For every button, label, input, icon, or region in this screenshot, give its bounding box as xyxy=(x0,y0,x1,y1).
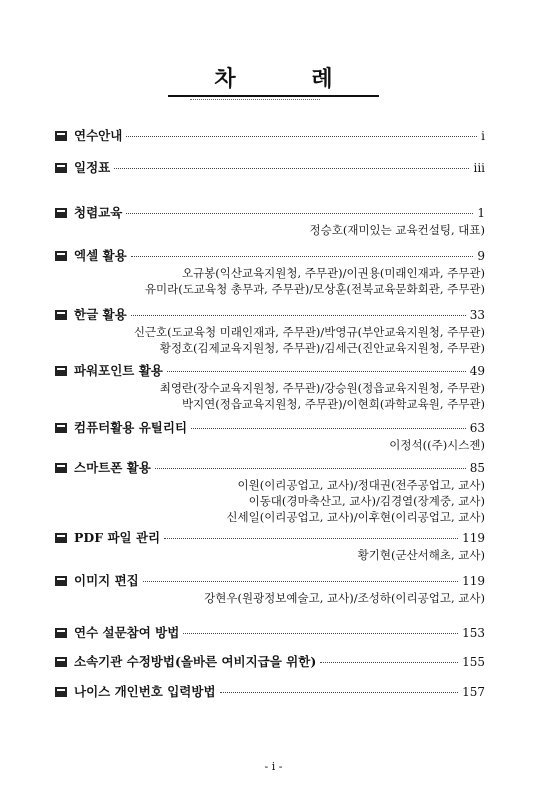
toc-entry-label: 청렴교육 xyxy=(74,205,123,220)
book-bullet-icon xyxy=(55,533,67,543)
author-line: 황기현(군산서해초, 교사) xyxy=(357,548,485,562)
toc-entry-row xyxy=(55,654,485,670)
toc-entry-page: 9 xyxy=(477,249,485,263)
toc-entry-authors xyxy=(55,380,485,412)
dot-leader xyxy=(126,213,473,214)
toc-entry-page: 119 xyxy=(462,531,485,545)
toc-entry-label: 스마트폰 활용 xyxy=(74,460,151,475)
book-bullet-icon xyxy=(55,366,67,376)
toc-entry-row xyxy=(55,684,485,700)
toc-entry-page: 85 xyxy=(469,461,485,475)
toc-entry-page: 157 xyxy=(462,685,485,699)
dot-leader xyxy=(320,662,458,663)
author-line: 이정석((주)시스젠) xyxy=(389,438,485,452)
dot-leader xyxy=(220,692,459,693)
toc-entry-page: 63 xyxy=(469,421,485,435)
toc-entry-label: 소속기관 수정방법(올바른 여비지급을 위한) xyxy=(74,654,317,669)
author-line: 이동대(경마축산고, 교사)/김경열(장계중, 교사) xyxy=(248,494,485,508)
dot-leader xyxy=(131,256,474,257)
toc-entry-row xyxy=(55,625,485,641)
title-underline-dotted xyxy=(190,99,320,100)
toc-entry-page: 119 xyxy=(462,574,485,588)
author-line: 신세일(이리공업고, 교사)/이후현(이리공업고, 교사) xyxy=(226,510,485,524)
book-bullet-icon xyxy=(55,463,67,473)
toc-entry-authors xyxy=(55,590,485,606)
book-bullet-icon xyxy=(55,657,67,667)
toc-entry-label: 엑셀 활용 xyxy=(74,248,127,263)
toc-entry[interactable] xyxy=(55,307,485,356)
toc-entry[interactable] xyxy=(55,625,485,641)
toc-entry-label: 일정표 xyxy=(74,160,111,175)
title-underline xyxy=(168,95,379,97)
book-bullet-icon xyxy=(55,163,67,173)
toc-entry-label: PDF 파일 관리 xyxy=(74,530,161,545)
toc-entry[interactable] xyxy=(55,248,485,297)
book-bullet-icon xyxy=(55,628,67,638)
toc-entry-label: 연수안내 xyxy=(74,128,123,143)
dot-leader xyxy=(131,315,466,316)
toc-entry[interactable] xyxy=(55,460,485,525)
toc-entry[interactable] xyxy=(55,205,485,238)
toc-entry[interactable] xyxy=(55,128,485,144)
dot-leader xyxy=(167,371,466,372)
toc-entry[interactable] xyxy=(55,420,485,453)
toc-entry-page: 153 xyxy=(462,626,485,640)
toc-entry-row xyxy=(55,530,485,546)
toc-entry-authors xyxy=(55,265,485,297)
toc-entry[interactable] xyxy=(55,530,485,563)
toc-entry-authors xyxy=(55,437,485,453)
book-bullet-icon xyxy=(55,687,67,697)
book-bullet-icon xyxy=(55,131,67,141)
toc-entry-authors xyxy=(55,547,485,563)
dot-leader xyxy=(191,428,466,429)
dot-leader xyxy=(164,538,458,539)
dot-leader xyxy=(183,633,458,634)
toc-entry-row xyxy=(55,160,485,176)
toc-entry-row xyxy=(55,128,485,144)
toc-entry-row xyxy=(55,363,485,379)
toc-entry-page: 155 xyxy=(462,655,485,669)
author-line: 이원(이리공업고, 교사)/정대권(전주공업고, 교사) xyxy=(237,478,485,492)
toc-entry-row xyxy=(55,205,485,221)
author-line: 최영란(장수교육지원청, 주무관)/강승원(정읍교육지원청, 주무관) xyxy=(159,381,485,395)
dot-leader xyxy=(143,581,458,582)
page-title: 차 례 xyxy=(214,66,367,92)
author-line: 신근호(도교육청 미래인재과, 주무관)/박영규(부안교육지원청, 주무관) xyxy=(133,325,485,339)
toc-entry-row xyxy=(55,460,485,476)
toc-entry[interactable] xyxy=(55,160,485,176)
toc-entry-page: 33 xyxy=(469,308,485,322)
book-bullet-icon xyxy=(55,310,67,320)
toc-entry-label: 파워포인트 활용 xyxy=(74,363,163,378)
toc-entry[interactable] xyxy=(55,684,485,700)
toc-entry-label: 컴퓨터활용 유틸리티 xyxy=(74,420,188,435)
toc-entry-label: 이미지 편집 xyxy=(74,573,139,588)
toc-entry-authors xyxy=(55,324,485,356)
toc-entry-row xyxy=(55,420,485,436)
author-line: 황정호(김제교육지원청, 주무관)/김세근(진안교육지원청, 주무관) xyxy=(159,341,485,355)
toc-entry-label: 한글 활용 xyxy=(74,307,127,322)
dot-leader xyxy=(155,468,466,469)
toc-entry[interactable] xyxy=(55,363,485,412)
book-bullet-icon xyxy=(55,423,67,433)
author-line: 정승호(재미있는 교육컨설팅, 대표) xyxy=(309,223,485,237)
page-number-footer: - i - xyxy=(264,760,283,773)
dot-leader xyxy=(126,136,477,137)
toc-entry-page: 49 xyxy=(469,364,485,378)
book-bullet-icon xyxy=(55,576,67,586)
toc-entry-authors xyxy=(55,222,485,238)
author-line: 강현우(원광정보예술고, 교사)/조성하(이리공업고, 교사) xyxy=(204,591,485,605)
author-line: 유미라(도교육청 총무과, 주무관)/모상훈(전북교육문화회관, 주무관) xyxy=(144,282,485,296)
author-line: 오규봉(익산교육지원청, 주무관)/이권용(미래인재과, 주무관) xyxy=(181,266,485,280)
toc-entry[interactable] xyxy=(55,654,485,670)
author-line: 박지연(정읍교육지원청, 주무관)/이현희(과학교육원, 주무관) xyxy=(181,397,485,411)
toc-entry-row xyxy=(55,573,485,589)
toc-entry-page: iii xyxy=(473,161,485,175)
book-bullet-icon xyxy=(55,251,67,261)
book-bullet-icon xyxy=(55,208,67,218)
toc-entry-page: 1 xyxy=(477,206,485,220)
toc-entry-label: 연수 설문참여 방법 xyxy=(74,625,180,640)
toc-entry-row xyxy=(55,248,485,264)
toc-entry-page: i xyxy=(481,129,485,143)
toc-entry-row xyxy=(55,307,485,323)
toc-entry-authors xyxy=(55,477,485,525)
toc-entry-label: 나이스 개인번호 입력방법 xyxy=(74,684,216,699)
dot-leader xyxy=(114,168,469,169)
toc-entry[interactable] xyxy=(55,573,485,606)
